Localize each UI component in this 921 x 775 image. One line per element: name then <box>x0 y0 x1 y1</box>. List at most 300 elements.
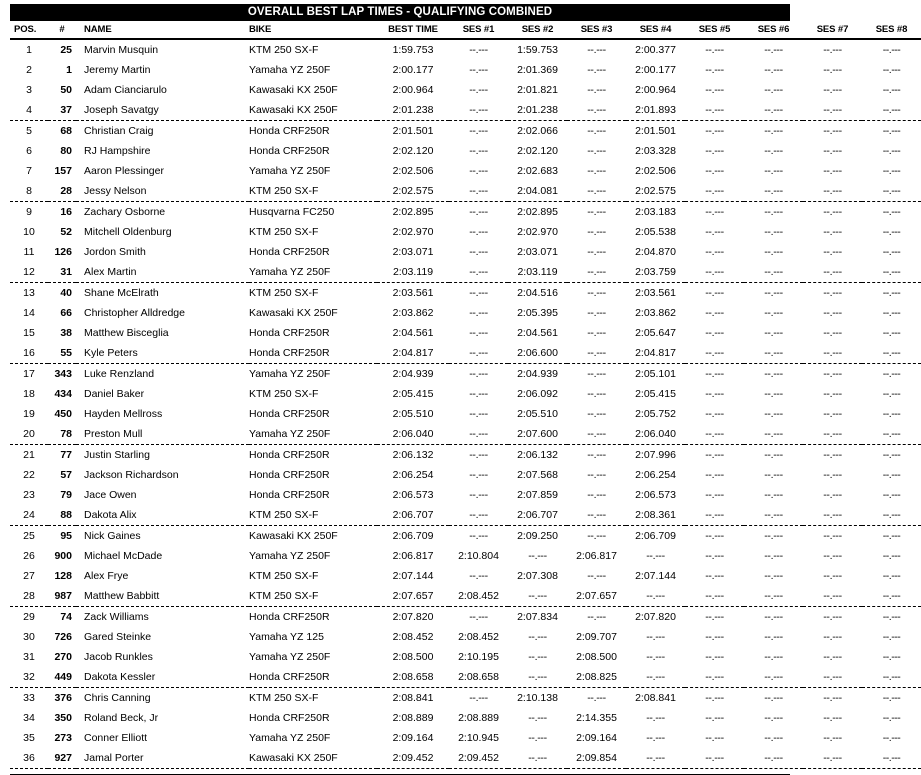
cell-ses-2: 2:06.707 <box>517 509 558 521</box>
cell-ses-5: --.--- <box>705 428 724 440</box>
cell-pos: 23 <box>23 489 35 501</box>
cell-ses-2: 2:02.683 <box>517 165 558 177</box>
cell-ses-3: --.--- <box>587 388 606 400</box>
cell-best-time: 2:03.071 <box>392 246 434 258</box>
cell-best-time: 2:09.164 <box>392 732 434 744</box>
cell-ses-7: --.--- <box>823 550 842 562</box>
cell-ses-6: --.--- <box>744 364 803 385</box>
cell-ses-3: --.--- <box>587 266 606 278</box>
table-row[interactable] <box>10 60 921 80</box>
table-row[interactable] <box>10 627 921 647</box>
table-row[interactable] <box>10 505 921 526</box>
table-row[interactable] <box>10 39 921 60</box>
cell-ses-1: --.--- <box>469 266 488 278</box>
cell-bike: Husqvarna FC250 <box>249 202 377 223</box>
cell-ses-6: --.--- <box>764 408 783 420</box>
cell-ses-8: --.--- <box>882 489 901 501</box>
cell-ses-2: 1:59.753 <box>517 44 558 56</box>
table-row[interactable] <box>10 343 921 364</box>
cell-ses-5: --.--- <box>705 84 724 96</box>
column-header-number[interactable]: # <box>48 21 76 39</box>
table-row[interactable] <box>10 141 921 161</box>
cell-pos: 32 <box>23 671 35 683</box>
cell-ses-8: --.--- <box>862 445 921 466</box>
cell-number: 79 <box>60 489 72 501</box>
cell-ses-2: 2:05.510 <box>517 408 558 420</box>
cell-number: 343 <box>48 364 76 385</box>
cell-name: Justin Starling <box>76 445 249 466</box>
cell-pos: 9 <box>10 202 48 223</box>
cell-name: Marvin Musquin <box>84 44 159 56</box>
table-row[interactable] <box>10 728 921 748</box>
cell-pos: 7 <box>26 165 32 177</box>
table-row[interactable] <box>10 667 921 688</box>
cell-ses-1: --.--- <box>469 185 488 197</box>
cell-bike: Honda CRF250R <box>249 445 377 466</box>
column-header-best-time[interactable]: BEST TIME <box>377 21 449 39</box>
cell-name: Jeremy Martin <box>84 64 151 76</box>
cell-name: Preston Mull <box>84 428 143 440</box>
cell-ses-7: --.--- <box>823 651 842 663</box>
cell-best-time: 2:08.658 <box>392 671 434 683</box>
table-row[interactable] <box>10 607 921 628</box>
cell-ses-1: --.--- <box>449 121 508 142</box>
cell-ses-5: --.--- <box>685 526 744 547</box>
cell-pos: 13 <box>10 283 48 304</box>
cell-ses-1: --.--- <box>449 445 508 466</box>
cell-ses-1: 2:08.889 <box>458 712 499 724</box>
cell-ses-1: --.--- <box>469 388 488 400</box>
column-header-name[interactable]: NAME <box>76 21 249 39</box>
cell-ses-4: 2:01.893 <box>635 104 676 116</box>
cell-bike: Kawasaki KX 250F <box>249 526 377 547</box>
cell-best-time: 2:03.862 <box>392 307 434 319</box>
cell-ses-2: --.--- <box>528 631 547 643</box>
cell-ses-3: --.--- <box>587 104 606 116</box>
cell-ses-4: 2:05.752 <box>635 408 676 420</box>
cell-ses-3: --.--- <box>587 44 606 56</box>
cell-ses-4: 2:06.573 <box>635 489 676 501</box>
cell-ses-4: 2:03.759 <box>635 266 676 278</box>
cell-number: 157 <box>54 165 72 177</box>
cell-number: 450 <box>54 408 72 420</box>
cell-ses-5: --.--- <box>705 631 724 643</box>
cell-ses-2: 2:04.561 <box>517 327 558 339</box>
cell-ses-1: --.--- <box>469 226 488 238</box>
table-row[interactable] <box>10 404 921 424</box>
cell-bike: KTM 250 SX-F <box>249 226 319 238</box>
cell-ses-7: --.--- <box>803 607 862 628</box>
cell-pos: 14 <box>23 307 35 319</box>
cell-ses-4: 2:06.040 <box>635 428 676 440</box>
cell-number: 40 <box>48 283 76 304</box>
cell-pos: 4 <box>26 104 32 116</box>
cell-ses-5: --.--- <box>705 64 724 76</box>
cell-best-time: 1:59.753 <box>392 44 434 56</box>
cell-best-time: 2:03.119 <box>392 266 434 278</box>
column-header-ses-1[interactable]: SES #1 <box>449 21 508 39</box>
cell-ses-3: 2:08.500 <box>576 651 617 663</box>
cell-ses-4: 2:02.575 <box>635 185 676 197</box>
cell-name: Jessy Nelson <box>84 185 147 197</box>
cell-ses-6: --.--- <box>744 202 803 223</box>
cell-ses-1: --.--- <box>469 570 488 582</box>
cell-ses-3: --.--- <box>567 364 626 385</box>
footer-rule-row <box>10 769 921 773</box>
cell-ses-5: --.--- <box>685 688 744 709</box>
cell-ses-3: 2:09.707 <box>576 631 617 643</box>
cell-ses-3: --.--- <box>567 688 626 709</box>
cell-bike: KTM 250 SX-F <box>249 509 319 521</box>
cell-bike: Kawasaki KX 250F <box>249 84 338 96</box>
column-header-ses-8[interactable]: SES #8 <box>862 21 921 39</box>
cell-number: 16 <box>48 202 76 223</box>
cell-ses-6: --.--- <box>764 550 783 562</box>
cell-number: 57 <box>60 469 72 481</box>
cell-ses-8: --.--- <box>862 526 921 547</box>
table-row[interactable] <box>10 546 921 566</box>
cell-ses-7: --.--- <box>823 671 842 683</box>
cell-number: 126 <box>54 246 72 258</box>
cell-best-time: 2:08.452 <box>392 631 434 643</box>
table-row[interactable] <box>10 688 921 709</box>
table-row[interactable] <box>10 384 921 404</box>
cell-ses-3: 2:08.825 <box>576 671 617 683</box>
cell-ses-7: --.--- <box>823 469 842 481</box>
cell-best-time: 2:03.561 <box>377 283 449 304</box>
cell-number: 273 <box>54 732 72 744</box>
cell-name: RJ Hampshire <box>84 145 151 157</box>
cell-ses-6: --.--- <box>764 327 783 339</box>
cell-ses-6: --.--- <box>764 671 783 683</box>
cell-name: Jacob Runkles <box>84 651 153 663</box>
cell-ses-8: --.--- <box>882 631 901 643</box>
cell-ses-5: --.--- <box>705 408 724 420</box>
cell-ses-3: --.--- <box>567 283 626 304</box>
cell-name: Joseph Savatgy <box>84 104 159 116</box>
column-header-bike[interactable]: BIKE <box>249 21 377 39</box>
cell-bike: KTM 250 SX-F <box>249 590 319 602</box>
cell-name: Zack Williams <box>76 607 249 628</box>
table-row[interactable] <box>10 364 921 385</box>
table-row[interactable] <box>10 262 921 283</box>
cell-ses-5: --.--- <box>705 752 724 764</box>
cell-ses-4: 2:07.996 <box>626 445 685 466</box>
cell-pos: 17 <box>10 364 48 385</box>
cell-ses-3: --.--- <box>567 202 626 223</box>
cell-ses-1: 2:08.452 <box>458 631 499 643</box>
cell-ses-2: 2:07.568 <box>517 469 558 481</box>
cell-ses-1: --.--- <box>449 526 508 547</box>
cell-ses-7: --.--- <box>823 388 842 400</box>
cell-ses-5: --.--- <box>705 509 724 521</box>
cell-ses-1: 2:08.452 <box>458 590 499 602</box>
cell-ses-4: 2:05.538 <box>635 226 676 238</box>
table-row[interactable] <box>10 647 921 667</box>
cell-best-time: 2:08.841 <box>377 688 449 709</box>
cell-bike: Honda CRF250R <box>249 469 330 481</box>
cell-name: Michael McDade <box>84 550 163 562</box>
cell-best-time: 2:04.817 <box>392 347 434 359</box>
cell-name: Jamal Porter <box>84 752 144 764</box>
table-row[interactable] <box>10 283 921 304</box>
table-row[interactable] <box>10 80 921 100</box>
cell-ses-3: 2:06.817 <box>576 550 617 562</box>
cell-best-time: 2:06.707 <box>392 509 434 521</box>
cell-number: 25 <box>60 44 72 56</box>
table-row[interactable] <box>10 242 921 262</box>
column-header-pos[interactable]: POS. <box>10 21 48 39</box>
cell-ses-3: --.--- <box>587 428 606 440</box>
column-header-ses-7[interactable]: SES #7 <box>803 21 862 39</box>
cell-ses-4: 2:05.101 <box>626 364 685 385</box>
table-row[interactable] <box>10 445 921 466</box>
cell-ses-5: --.--- <box>705 570 724 582</box>
cell-best-time: 2:02.506 <box>392 165 434 177</box>
cell-ses-2: --.--- <box>528 651 547 663</box>
cell-ses-2: --.--- <box>528 590 547 602</box>
cell-ses-1: --.--- <box>469 469 488 481</box>
cell-ses-5: --.--- <box>705 732 724 744</box>
cell-ses-2: 2:07.308 <box>517 570 558 582</box>
cell-ses-3: --.--- <box>587 327 606 339</box>
column-header-ses-4[interactable]: SES #4 <box>626 21 685 39</box>
cell-bike: Honda CRF250R <box>249 347 330 359</box>
column-header-ses-2[interactable]: SES #2 <box>508 21 567 39</box>
cell-ses-7: --.--- <box>823 347 842 359</box>
table-row[interactable] <box>10 748 921 769</box>
cell-bike: Honda CRF250R <box>249 712 330 724</box>
cell-ses-1: --.--- <box>449 607 508 628</box>
table-row[interactable] <box>10 526 921 547</box>
cell-name: Zachary Osborne <box>76 202 249 223</box>
cell-ses-2: --.--- <box>528 712 547 724</box>
cell-ses-5: --.--- <box>685 121 744 142</box>
cell-ses-5: --.--- <box>705 266 724 278</box>
cell-ses-3: --.--- <box>587 509 606 521</box>
cell-bike: KTM 250 SX-F <box>249 185 319 197</box>
cell-ses-4: 2:06.709 <box>626 526 685 547</box>
cell-ses-4: --.--- <box>646 752 665 764</box>
cell-bike: Honda CRF250R <box>249 607 377 628</box>
cell-ses-7: --.--- <box>823 428 842 440</box>
cell-ses-4: 2:05.415 <box>635 388 676 400</box>
cell-ses-1: 2:10.195 <box>458 651 499 663</box>
cell-bike: KTM 250 SX-F <box>249 44 319 56</box>
cell-number: 77 <box>48 445 76 466</box>
cell-ses-3: --.--- <box>587 347 606 359</box>
cell-ses-4: --.--- <box>646 732 665 744</box>
cell-ses-1: --.--- <box>469 64 488 76</box>
cell-ses-5: --.--- <box>705 104 724 116</box>
cell-ses-1: --.--- <box>469 428 488 440</box>
cell-ses-2: 2:01.369 <box>517 64 558 76</box>
cell-best-time: 2:02.120 <box>392 145 434 157</box>
cell-number: 1 <box>66 64 72 76</box>
bottom-dashed-rule <box>10 769 921 773</box>
cell-number: 31 <box>60 266 72 278</box>
cell-pos: 3 <box>26 84 32 96</box>
cell-ses-2: 2:03.071 <box>517 246 558 258</box>
cell-ses-7: --.--- <box>823 44 842 56</box>
cell-ses-6: --.--- <box>764 145 783 157</box>
cell-name: Gared Steinke <box>84 631 152 643</box>
cell-ses-6: --.--- <box>764 84 783 96</box>
cell-ses-3: --.--- <box>587 246 606 258</box>
cell-ses-5: --.--- <box>705 226 724 238</box>
table-row[interactable] <box>10 424 921 445</box>
table-row[interactable] <box>10 222 921 242</box>
cell-number: 88 <box>60 509 72 521</box>
cell-best-time: 2:01.501 <box>377 121 449 142</box>
cell-ses-5: --.--- <box>705 165 724 177</box>
cell-ses-2: 2:04.081 <box>517 185 558 197</box>
cell-best-time: 2:06.040 <box>392 428 434 440</box>
cell-ses-7: --.--- <box>823 64 842 76</box>
cell-ses-7: --.--- <box>823 570 842 582</box>
cell-ses-4: 2:00.377 <box>635 44 676 56</box>
cell-ses-8: --.--- <box>882 327 901 339</box>
cell-ses-5: --.--- <box>705 712 724 724</box>
column-header-ses-6[interactable]: SES #6 <box>744 21 803 39</box>
cell-name: Aaron Plessinger <box>84 165 164 177</box>
table-row[interactable] <box>10 566 921 586</box>
cell-ses-7: --.--- <box>803 121 862 142</box>
cell-pos: 25 <box>10 526 48 547</box>
cell-ses-1: --.--- <box>449 283 508 304</box>
table-row[interactable] <box>10 708 921 728</box>
cell-ses-8: --.--- <box>862 688 921 709</box>
cell-ses-4: 2:08.841 <box>626 688 685 709</box>
table-row[interactable] <box>10 465 921 485</box>
cell-ses-4: --.--- <box>646 550 665 562</box>
cell-ses-3: --.--- <box>587 570 606 582</box>
cell-ses-2: 2:05.395 <box>517 307 558 319</box>
column-header-ses-5[interactable]: SES #5 <box>685 21 744 39</box>
cell-ses-8: --.--- <box>882 550 901 562</box>
cell-name: Jace Owen <box>84 489 137 501</box>
cell-ses-6: --.--- <box>744 283 803 304</box>
cell-ses-3: 2:09.164 <box>576 732 617 744</box>
cell-number: 66 <box>60 307 72 319</box>
cell-ses-5: --.--- <box>705 651 724 663</box>
cell-ses-3: --.--- <box>567 607 626 628</box>
cell-best-time: 2:02.895 <box>377 202 449 223</box>
cell-ses-2: 2:07.859 <box>517 489 558 501</box>
cell-bike: Honda CRF250R <box>249 408 330 420</box>
table-row[interactable] <box>10 121 921 142</box>
cell-pos: 20 <box>23 428 35 440</box>
cell-ses-7: --.--- <box>803 445 862 466</box>
lap-times-table <box>10 21 921 772</box>
cell-ses-7: --.--- <box>823 752 842 764</box>
cell-ses-1: --.--- <box>469 489 488 501</box>
cell-ses-8: --.--- <box>882 732 901 744</box>
cell-ses-1: --.--- <box>449 202 508 223</box>
cell-ses-3: --.--- <box>587 165 606 177</box>
cell-ses-1: 2:09.452 <box>458 752 499 764</box>
table-row[interactable] <box>10 202 921 223</box>
cell-ses-2: 2:02.120 <box>517 145 558 157</box>
cell-bike: Honda CRF250R <box>249 489 330 501</box>
table-row[interactable] <box>10 323 921 343</box>
cell-ses-5: --.--- <box>705 590 724 602</box>
cell-bike: Honda CRF250R <box>249 145 330 157</box>
cell-name: Jordon Smith <box>84 246 146 258</box>
table-row[interactable] <box>10 181 921 202</box>
cell-ses-7: --.--- <box>823 226 842 238</box>
cell-name: Jackson Richardson <box>84 469 179 481</box>
cell-ses-7: --.--- <box>823 327 842 339</box>
cell-ses-7: --.--- <box>823 185 842 197</box>
cell-name: Dakota Kessler <box>84 671 156 683</box>
cell-pos: 24 <box>23 509 35 521</box>
cell-ses-8: --.--- <box>882 84 901 96</box>
cell-ses-2: 2:04.939 <box>508 364 567 385</box>
table-row[interactable] <box>10 161 921 181</box>
cell-bike: Kawasaki KX 250F <box>249 104 338 116</box>
cell-ses-3: --.--- <box>567 526 626 547</box>
cell-ses-6: --.--- <box>764 226 783 238</box>
cell-number: 900 <box>54 550 72 562</box>
cell-best-time: 2:07.657 <box>392 590 434 602</box>
cell-ses-1: --.--- <box>469 104 488 116</box>
cell-ses-3: --.--- <box>567 121 626 142</box>
cell-ses-7: --.--- <box>823 712 842 724</box>
table-footer <box>10 769 921 773</box>
cell-ses-8: --.--- <box>882 266 901 278</box>
cell-number: 434 <box>54 388 72 400</box>
cell-best-time: 2:08.500 <box>392 651 434 663</box>
cell-ses-8: --.--- <box>882 145 901 157</box>
cell-bike: Yamaha YZ 250F <box>249 651 331 663</box>
cell-pos: 28 <box>23 590 35 602</box>
cell-ses-6: --.--- <box>764 165 783 177</box>
cell-ses-1: --.--- <box>469 44 488 56</box>
cell-bike: Yamaha YZ 250F <box>249 165 331 177</box>
cell-number: 52 <box>60 226 72 238</box>
cell-number: 37 <box>60 104 72 116</box>
table-row[interactable] <box>10 303 921 323</box>
cell-name: Matthew Bisceglia <box>84 327 169 339</box>
table-row[interactable] <box>10 586 921 607</box>
cell-ses-3: --.--- <box>567 445 626 466</box>
cell-ses-3: --.--- <box>587 469 606 481</box>
cell-ses-6: --.--- <box>764 428 783 440</box>
cell-pos: 16 <box>23 347 35 359</box>
cell-bike: KTM 250 SX-F <box>249 570 319 582</box>
cell-ses-4: 2:08.361 <box>635 509 676 521</box>
cell-number: 128 <box>54 570 72 582</box>
cell-number: 350 <box>54 712 72 724</box>
cell-ses-6: --.--- <box>764 64 783 76</box>
cell-ses-4: --.--- <box>646 712 665 724</box>
cell-number: 28 <box>60 185 72 197</box>
cell-ses-2: --.--- <box>528 550 547 562</box>
cell-pos: 26 <box>23 550 35 562</box>
cell-ses-5: --.--- <box>705 489 724 501</box>
cell-best-time: 2:08.889 <box>392 712 434 724</box>
table-row[interactable] <box>10 485 921 505</box>
column-header-ses-3[interactable]: SES #3 <box>567 21 626 39</box>
cell-number: 95 <box>48 526 76 547</box>
cell-ses-5: --.--- <box>705 327 724 339</box>
cell-ses-8: --.--- <box>882 428 901 440</box>
cell-ses-7: --.--- <box>823 266 842 278</box>
cell-ses-6: --.--- <box>764 266 783 278</box>
table-header-row <box>10 21 921 39</box>
table-row[interactable] <box>10 100 921 121</box>
